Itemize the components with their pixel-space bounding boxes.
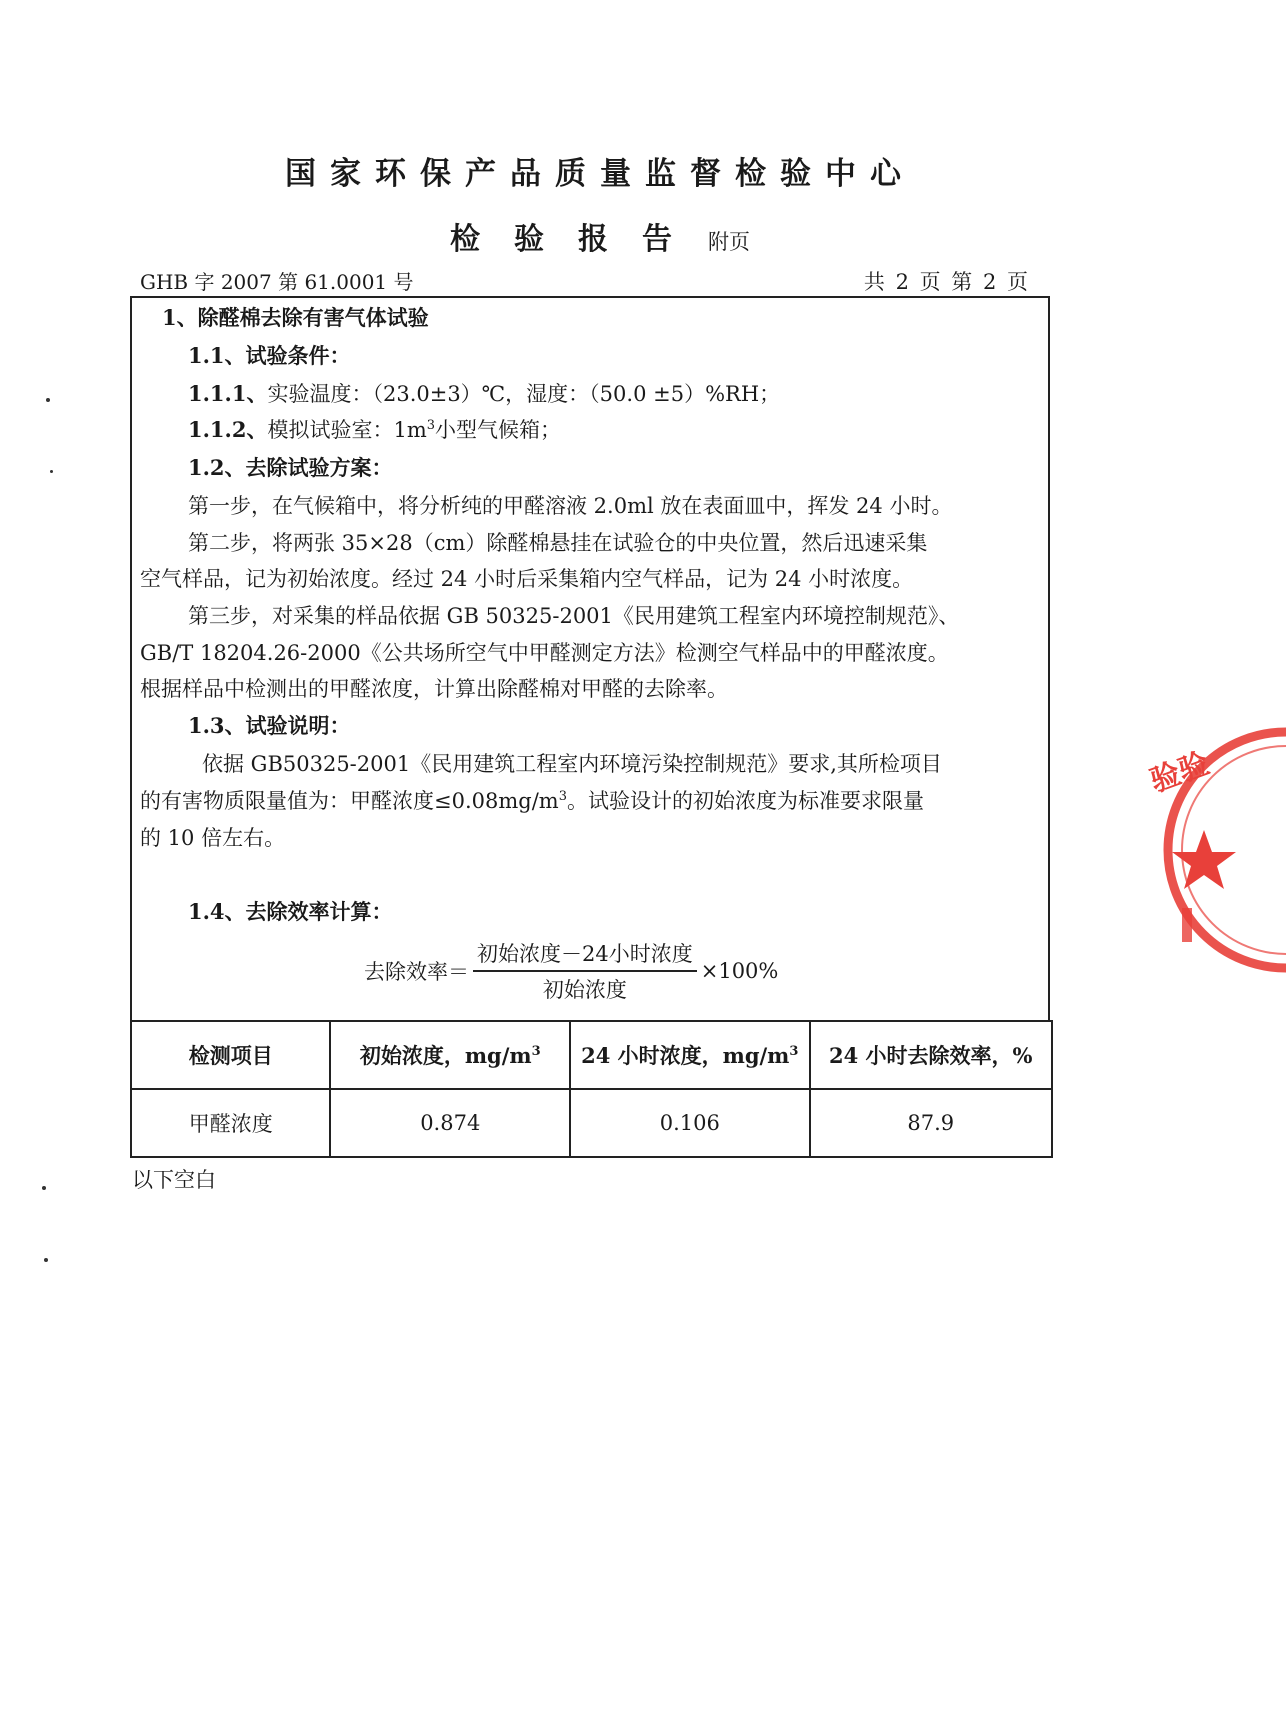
scan-speck (50, 470, 53, 473)
explanation-line-2-sup: 3 (558, 789, 567, 804)
scan-speck (44, 1258, 48, 1262)
page-count: 共 2 页 第 2 页 (863, 270, 1030, 294)
report-title-main: 检验报告 (450, 222, 706, 257)
report-title-subtitle: 附页 (708, 230, 750, 254)
seal-text: 验验 (1145, 746, 1214, 800)
section-1-1-2-post: 小型气候箱； (435, 418, 562, 442)
seal-mark (1182, 908, 1192, 942)
table-header-cell: 24 小时浓度，$mg/m^3$ (570, 1021, 810, 1089)
report-title (0, 214, 1200, 258)
formula-lhs: 去除效率＝ (364, 959, 469, 984)
table-cell-item: 甲醛浓度 (131, 1089, 330, 1157)
step-2-paragraph-line-2: 空气样品，记为初始浓度。经过 24 小时后采集箱内空气样品，记为 24 小时浓度。 (140, 567, 914, 591)
section-1-1-1-label: 1.1.1、 (188, 381, 268, 406)
table-cell-efficiency: 87.9 (810, 1089, 1052, 1157)
document-number: GHB 字 2007 第 61.0001 号 (140, 270, 414, 294)
table-header-cell: 24 小时去除效率，% (810, 1021, 1052, 1089)
below-blank-note: 以下空白 (132, 1168, 216, 1192)
explanation-line-1: 依据 GB50325-2001《民用建筑工程室内环境污染控制规范》要求,其所检项目 (202, 752, 942, 776)
section-1-1-2-label: 1.1.2、 (188, 417, 268, 442)
section-1-3-heading: 1.3、试验说明： (188, 713, 351, 738)
organization-title: 国家环保产品质量监督检验中心 (285, 156, 915, 192)
section-1-1-1-text: 实验温度：（23.0±3）℃，湿度：（50.0 ±5）%RH； (267, 382, 781, 406)
section-1-1-2-pre: 模拟试验室：1m (267, 418, 427, 442)
results-table (130, 1020, 1053, 1158)
formula-denominator: 初始浓度 (542, 977, 627, 1002)
explanation-line-2-post: 。试验设计的初始浓度为标准要求限量 (566, 789, 924, 813)
table-header-cell: 检测项目 (131, 1021, 330, 1089)
explanation-line-2 (140, 785, 924, 815)
formula-numerator: 初始浓度－24小时浓度 (477, 942, 693, 966)
formula-fraction (473, 938, 697, 1004)
explanation-line-2-pre: 的有害物质限量值为：甲醛浓度≤0.08mg/m (140, 789, 559, 813)
table-row (131, 1089, 1052, 1157)
section-1-1-1-line (188, 378, 780, 408)
step-3-paragraph-line-2: GB/T 18204.26-2000《公共场所空气中甲醛测定方法》检测空气样品中的甲醛浓度。 (140, 641, 949, 665)
inspection-seal-stamp (1146, 720, 1286, 980)
table-header-row (131, 1021, 1052, 1089)
section-1-1-2-sup: 3 (426, 418, 436, 433)
scan-speck (46, 398, 50, 402)
scan-speck (42, 1186, 46, 1190)
step-3-paragraph-line-3: 根据样品中检测出的甲醛浓度，计算出除醛棉对甲醛的去除率。 (140, 677, 728, 701)
formula-multiplier: ×100% (700, 958, 779, 983)
step-2-paragraph-line-1: 第二步，将两张 35×28（cm）除醛棉悬挂在试验仓的中央位置，然后迅速采集 (188, 531, 928, 555)
efficiency-formula (364, 938, 778, 1004)
section-1-1-heading: 1.1、试验条件： (188, 343, 351, 368)
step-1-paragraph: 第一步，在气候箱中，将分析纯的甲醛溶液 2.0ml 放在表面皿中，挥发 24 小时。 (188, 494, 953, 518)
section-1-4-heading: 1.4、去除效率计算： (188, 899, 393, 924)
explanation-line-3: 的 10 倍左右。 (140, 826, 286, 850)
table-header-cell: 初始浓度，$mg/m^3$ (330, 1021, 570, 1089)
step-3-paragraph-line-1: 第三步，对采集的样品依据 GB 50325-2001《民用建筑工程室内环境控制规范》、 (188, 604, 960, 628)
section-1-heading: 1、除醛棉去除有害气体试验 (162, 305, 429, 330)
section-1-1-2-line (188, 414, 561, 444)
section-1-2-heading: 1.2、去除试验方案： (188, 455, 393, 480)
table-cell-24h: 0.106 (570, 1089, 810, 1157)
table-cell-initial: 0.874 (330, 1089, 570, 1157)
